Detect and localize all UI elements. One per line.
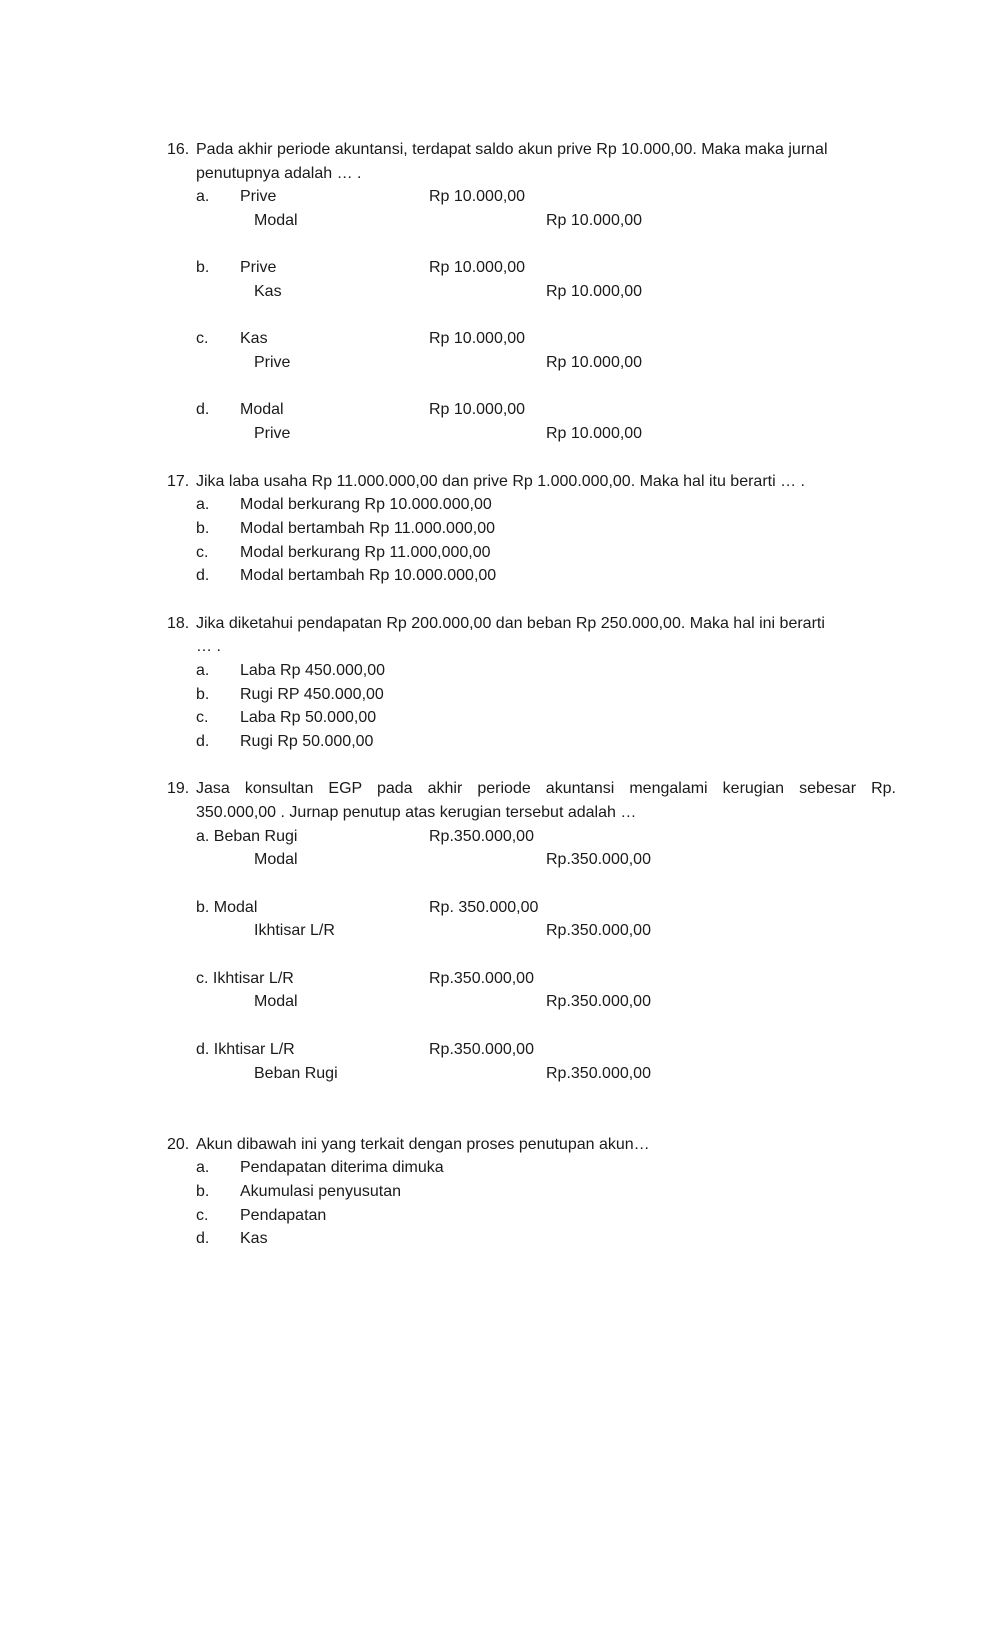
option-text: Akumulasi penyusutan	[240, 1182, 401, 1200]
option-letter: a.	[196, 188, 210, 206]
option-text: Laba Rp 450.000,00	[240, 661, 386, 679]
debit-account: Modal	[213, 898, 258, 916]
credit-amount: Rp.350.000,00	[546, 851, 651, 869]
question-number: 18.	[167, 614, 190, 632]
option-text: Modal berkurang Rp 10.000.000,00	[240, 496, 492, 514]
debit-account: Modal	[240, 401, 284, 419]
debit-amount: Rp. 350.000,00	[429, 898, 539, 916]
credit-account: Kas	[254, 283, 282, 301]
question-number: 20.	[167, 1135, 190, 1153]
debit-account: Beban Rugi	[213, 827, 298, 845]
option-letter: d.	[196, 567, 210, 585]
option-letter: d.	[196, 733, 210, 750]
debit-account: Prive	[240, 259, 277, 277]
debit-account: Kas	[240, 330, 268, 348]
option-letter: b.	[196, 1182, 210, 1200]
debit-amount: Rp 10.000,00	[429, 330, 526, 348]
option-debit-row	[196, 827, 297, 847]
option-text: Kas	[240, 1230, 268, 1248]
option-text: Rugi RP 450.000,00	[240, 685, 384, 703]
option-letter: d.	[196, 401, 210, 419]
option-text: Modal berkurang Rp 11.000,000,00	[240, 543, 491, 561]
option-letter: d.	[196, 1230, 210, 1248]
question-stem: Jika diketahui pendapatan Rp 200.000,00 dan beban Rp 250.000,00. Maka hal ini berarti	[196, 614, 825, 632]
debit-amount: Rp.350.000,00	[429, 1040, 534, 1058]
option-letter: b.	[196, 519, 210, 537]
option-debit-row	[196, 898, 257, 918]
credit-amount: Rp.350.000,00	[546, 922, 651, 940]
option-debit-row	[196, 969, 294, 989]
credit-account: Ikhtisar L/R	[254, 922, 335, 940]
option-letter: a.	[196, 496, 210, 514]
debit-account: Ikhtisar L/R	[213, 1040, 295, 1058]
debit-amount: Rp 10.000,00	[429, 401, 526, 419]
option-text: Modal bertambah Rp 10.000.000,00	[240, 567, 497, 585]
option-letter: c.	[196, 543, 209, 561]
question-number: 17.	[167, 472, 190, 490]
credit-account: Modal	[254, 212, 298, 230]
option-debit-row	[196, 1040, 295, 1060]
option-text: Laba Rp 50.000,00	[240, 709, 377, 727]
credit-account: Beban Rugi	[254, 1064, 338, 1082]
option-text: Rugi Rp 50.000,00	[240, 733, 374, 750]
option-letter: b.	[196, 898, 210, 916]
question-stem: Pada akhir periode akuntansi, terdapat saldo akun prive Rp 10.000,00. Maka maka jurnal	[196, 141, 828, 158]
option-letter: b.	[196, 685, 210, 703]
option-text: Pendapatan	[240, 1206, 327, 1224]
option-letter: c.	[196, 969, 209, 987]
question-stem: Jika laba usaha Rp 11.000.000,00 dan prive Rp 1.000.000,00. Maka hal itu berarti … .	[196, 472, 805, 490]
credit-amount: Rp 10.000,00	[546, 212, 643, 230]
question-stem: penutupnya adalah … .	[196, 164, 362, 182]
option-text: Modal bertambah Rp 11.000.000,00	[240, 519, 495, 537]
credit-account: Modal	[254, 851, 298, 869]
option-letter: c.	[196, 709, 209, 727]
debit-account: Prive	[240, 188, 277, 206]
question-stem: Jasa konsultan EGP pada akhir periode akuntansi mengalami kerugian sebesar Rp.	[196, 780, 896, 798]
credit-account: Modal	[254, 993, 298, 1011]
credit-account: Prive	[254, 425, 291, 443]
question-number: 16.	[167, 141, 190, 158]
credit-amount: Rp 10.000,00	[546, 354, 643, 372]
debit-amount: Rp 10.000,00	[429, 259, 526, 277]
debit-amount: Rp.350.000,00	[429, 827, 534, 845]
credit-amount: Rp 10.000,00	[546, 283, 643, 301]
credit-amount: Rp.350.000,00	[546, 1064, 651, 1082]
option-letter: c.	[196, 330, 209, 348]
option-letter: a.	[196, 827, 210, 845]
credit-amount: Rp 10.000,00	[546, 425, 643, 443]
credit-amount: Rp.350.000,00	[546, 993, 651, 1011]
debit-account: Ikhtisar L/R	[212, 969, 294, 987]
option-letter: b.	[196, 259, 210, 277]
question-number: 19.	[167, 780, 190, 798]
option-letter: c.	[196, 1206, 209, 1224]
option-letter: a.	[196, 661, 210, 679]
option-letter: a.	[196, 1159, 210, 1177]
debit-amount: Rp.350.000,00	[429, 969, 534, 987]
question-stem: Akun dibawah ini yang terkait dengan proses penutupan akun…	[196, 1135, 650, 1153]
debit-amount: Rp 10.000,00	[429, 188, 526, 206]
credit-account: Prive	[254, 354, 291, 372]
option-text: Pendapatan diterima dimuka	[240, 1159, 444, 1177]
question-stem: 350.000,00 . Jurnap penutup atas kerugian tersebut adalah …	[196, 804, 637, 822]
question-stem: … .	[196, 638, 221, 656]
option-letter: d.	[196, 1040, 210, 1058]
